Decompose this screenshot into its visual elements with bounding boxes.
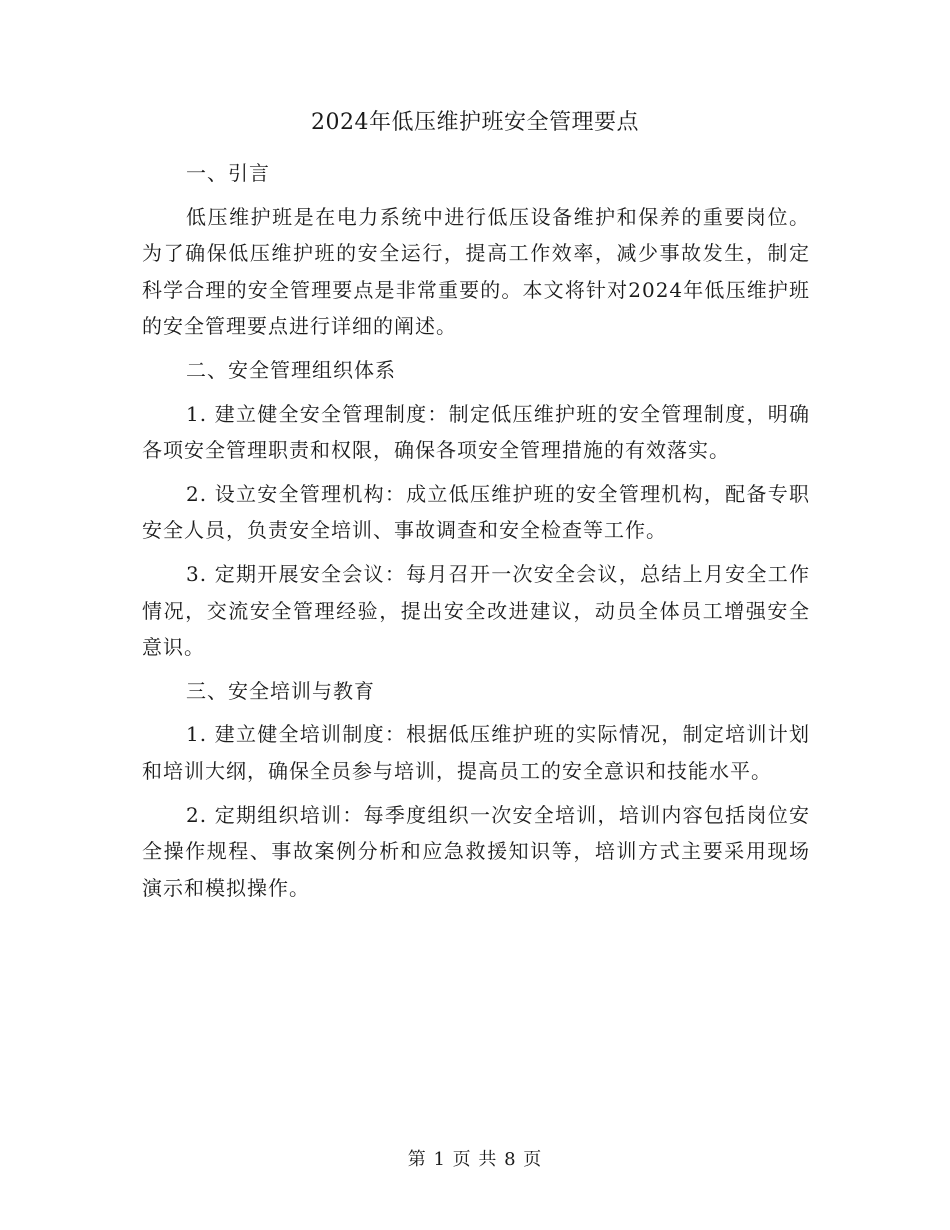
document-title: 2024年低压维护班安全管理要点 — [311, 110, 639, 135]
section-heading-introduction: 一、引言 — [186, 161, 270, 185]
paragraph-organization-2: 2. 设立安全管理机构：成立低压维护班的安全管理机构，配备专职安全人员，负责安全培训、事故调查和安全检查等工作。 — [142, 481, 810, 543]
paragraph-training-2: 2. 定期组织培训：每季度组织一次安全培训，培训内容包括岗位安全操作规程、事故案例分析和应急救援知识等，培训方式主要采用现场演示和模拟操作。 — [142, 802, 810, 900]
paragraph-training-1: 1. 建立健全培训制度：根据低压维护班的实际情况，制定培训计划和培训大纲，确保全员参与培训，提高员工的安全意识和技能水平。 — [142, 722, 810, 783]
document-body — [142, 155, 810, 906]
section-heading-training: 三、安全培训与教育 — [186, 678, 375, 703]
section-heading-organization: 二、安全管理组织体系 — [186, 357, 396, 382]
page-number-footer: 第 1 页 共 8 页 — [407, 1149, 543, 1170]
paragraph-introduction: 低压维护班是在电力系统中进行低压设备维护和保养的重要岗位。为了确保低压维护班的安全运行，提高工作效率，减少事故发生，制定科学合理的安全管理要点是非常重要的。本文将针对2024年低压维护班的安全管理要点进行详细的阐述。 — [142, 204, 810, 339]
paragraph-organization-1: 1. 建立健全安全管理制度：制定低压维护班的安全管理制度，明确各项安全管理职责和权限，确保各项安全管理措施的有效落实。 — [142, 401, 810, 463]
paragraph-organization-3: 3. 定期开展安全会议：每月召开一次安全会议，总结上月安全工作情况，交流安全管理经验，提出安全改进建议，动员全体员工增强安全意识。 — [142, 561, 810, 660]
